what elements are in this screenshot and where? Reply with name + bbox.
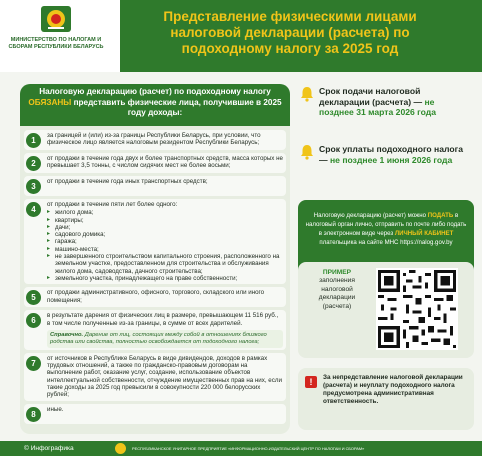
obliged-heading: [20, 84, 290, 126]
bell-icon: [300, 86, 314, 102]
item-number: 8: [26, 407, 41, 422]
payment-deadline-date: не позднее 1 июня 2026 года: [329, 154, 453, 165]
item-number: 1: [26, 133, 41, 148]
item-number: 3: [26, 179, 41, 194]
filing-deadline-text: [319, 86, 469, 118]
item-lead: в результате дарения от физических лиц в размере, превышающем 11 516 руб., в том числе полученные из-за границы, в сумме от всех дарителей.: [47, 312, 279, 327]
ministry-logo-area: [0, 0, 120, 72]
warning-text: За непредставление налоговой декларации (расчета) и неуплату подоходного налога предусмотрена административная ответственность.: [323, 374, 463, 406]
income-item-5: [24, 287, 286, 307]
page-title: Представление физическими лицами налоговой декларации (расчета) по подоходному налогу за 2025 год: [163, 9, 417, 56]
item-number: 5: [26, 290, 41, 305]
sublist-item: ▸ квартиры;: [47, 217, 283, 224]
obliged-intro-after: представить физические лица, получившие в 2025 году доходы:: [73, 97, 282, 117]
payment-deadline-text: [319, 144, 469, 165]
obliged-word: ОБЯЗАНЫ: [28, 97, 72, 107]
infographic-badge: © Инфографика: [24, 445, 74, 452]
item-number: 4: [26, 202, 41, 217]
qr-title: ПРИМЕР: [322, 269, 352, 276]
exclamation-icon: !: [305, 376, 317, 388]
filing-deadline-label: Срок подачи налоговой декларации (расчета) —: [319, 86, 423, 107]
obliged-income-panel: [20, 84, 290, 434]
item-text: от продажи в течение года двух и более транспортных средств, масса которых не превышает 3,5 тонны, с числом сидячих мест не более восьми;: [47, 155, 283, 170]
submission-text-3: плательщика на сайте МНС: [319, 239, 399, 246]
bell-icon: [300, 144, 314, 160]
payment-deadline-label: Срок уплаты подоходного налога —: [319, 144, 463, 165]
sublist-item: ▸ дачи;: [47, 224, 283, 231]
publisher-logo-icon: [115, 443, 126, 454]
item-text: иные.: [47, 405, 64, 413]
item-number: 7: [26, 356, 41, 371]
footer-bar: [0, 441, 482, 456]
sublist-item: ▸ не завершенного строительством капитального строения, расположенного на земельном участке, предоставленном для строительства и обслуживания жилого дома, садоводства, дачного строительства;: [47, 253, 283, 275]
submit-word: ПОДАТЬ: [427, 212, 454, 219]
income-item-3: [24, 176, 286, 196]
income-item-2: [24, 153, 286, 173]
sublist-item: ▸ земельного участка, принадлежащего на праве собственности;: [47, 275, 283, 282]
item-number: 6: [26, 313, 41, 328]
sublist-item: ▸ гаража;: [47, 238, 283, 245]
income-item-6: [24, 310, 286, 350]
filing-deadline-date: не позднее 31 марта 2026 года: [319, 96, 437, 117]
liability-warning: [298, 368, 474, 430]
income-item-8: [24, 404, 286, 424]
item-text: за границей и (или) из-за границы Республики Беларусь, при условии, что физическое лицо является налоговым резидентом Республики Беларусь;: [47, 132, 261, 147]
qr-code[interactable]: [376, 268, 458, 350]
submission-text-1: Налоговую декларацию (расчет) можно: [313, 212, 426, 219]
sublist-item: ▸ жилого дома;: [47, 209, 283, 216]
item-text: [47, 201, 283, 282]
item-text: [47, 312, 283, 348]
header-banner: [120, 0, 482, 72]
reference-note: [47, 330, 283, 348]
sublist-item: ▸ садового домика;: [47, 231, 283, 238]
submission-info-text: [304, 211, 468, 247]
note-text: Дарение от лиц, состоящих между собой в отношениях близкого родства или свойства, полностью освобождается от подоходного налога;: [50, 331, 267, 345]
income-list: [24, 130, 286, 427]
payment-deadline: [300, 144, 470, 196]
filing-deadline: [300, 86, 470, 138]
publisher-name: РЕСПУБЛИКАНСКОЕ УНИТАРНОЕ ПРЕДПРИЯТИЕ «ИНФОРМАЦИОННО-ИЗДАТЕЛЬСКИЙ ЦЕНТР ПО НАЛОГАМ И СБОРАМ»: [132, 446, 365, 451]
qr-example-block: [298, 262, 474, 358]
property-sublist: [47, 209, 283, 282]
submission-text-2: в налоговый орган лично, отправить по почте либо подать в электронном виде через: [305, 212, 467, 237]
income-item-1: [24, 130, 286, 150]
item-lead: от продажи в течение пяти лет более одного:: [47, 201, 178, 208]
qr-caption: [304, 269, 370, 311]
qr-code-icon: [378, 270, 456, 348]
item-text: от продажи в течение года иных транспортных средств;: [47, 178, 208, 185]
income-item-4: [24, 199, 286, 284]
personal-cabinet-word: ЛИЧНЫЙ КАБИНЕТ: [394, 230, 454, 237]
ministry-name: МИНИСТЕРСТВО ПО НАЛОГАМ И СБОРАМ РЕСПУБЛИКИ БЕЛАРУСЬ: [8, 37, 104, 50]
qr-description: заполнения налоговой декларации (расчета): [318, 277, 356, 310]
note-label: Справочно.: [50, 331, 84, 338]
item-text: от продажи административного, офисного, торгового, складского или иного помещения;: [47, 289, 265, 304]
obliged-intro-before: Налоговую декларацию (расчет) по подоходному налогу: [39, 87, 271, 96]
ministry-emblem-icon: [39, 4, 73, 34]
item-text: от источников в Республике Беларусь в виде дивидендов, доходов в рамках трудовых отношений, а также по гражданско-правовым договорам на выполнение работ, оказание услуг, создание, использование объектов интеллектуальной собственности, отчуждение имущественных прав на них, если такие доходы за 2025 год превысили в совокупности 220 000 белорусских рублей;: [47, 354, 282, 399]
item-number: 2: [26, 156, 41, 171]
sublist-item: ▸ машино-места;: [47, 246, 283, 253]
tax-site-link[interactable]: https://nalog.gov.by: [400, 239, 453, 246]
income-item-7: [24, 353, 286, 401]
